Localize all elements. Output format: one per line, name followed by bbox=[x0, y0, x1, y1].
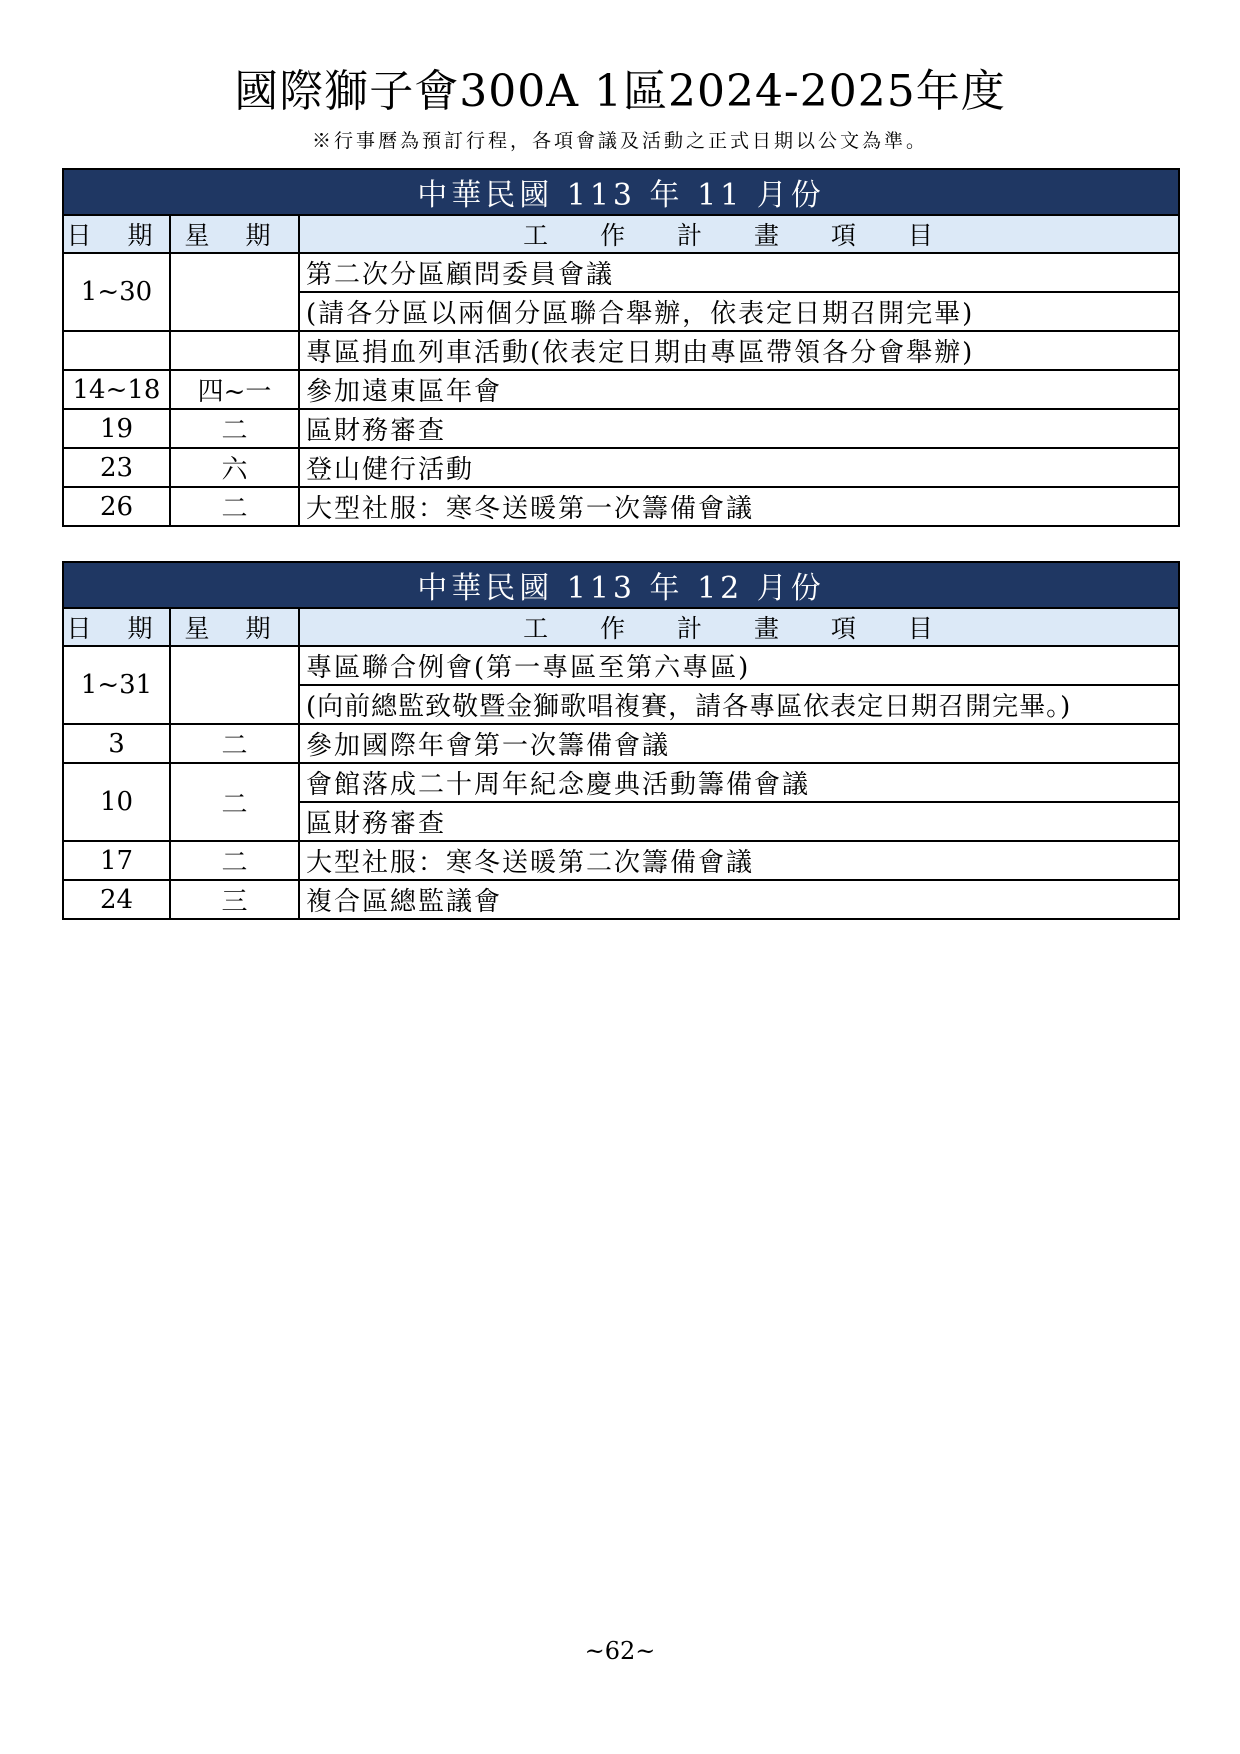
weekday-cell: 六 bbox=[170, 448, 299, 487]
item-column-header: 工 作 計 畫 項 目 bbox=[299, 215, 1179, 253]
item-cell: 大型社服：寒冬送暖第二次籌備會議 bbox=[299, 841, 1179, 880]
date-cell: 1~30 bbox=[63, 253, 170, 331]
item-cell: 參加國際年會第一次籌備會議 bbox=[299, 724, 1179, 763]
month-heading: 中華民國 113 年 11 月份 bbox=[63, 169, 1179, 215]
table-row bbox=[63, 646, 1179, 685]
table-row bbox=[63, 331, 1179, 370]
weekday-cell: 三 bbox=[170, 880, 299, 919]
item-column-header: 工 作 計 畫 項 目 bbox=[299, 608, 1179, 646]
weekday-cell: 二 bbox=[170, 763, 299, 841]
item-cell: 大型社服：寒冬送暖第一次籌備會議 bbox=[299, 487, 1179, 526]
item-cell: 複合區總監議會 bbox=[299, 880, 1179, 919]
weekday-cell bbox=[170, 331, 299, 370]
item-cell: 第二次分區顧問委員會議 bbox=[299, 253, 1179, 292]
date-column-header: 日 期 bbox=[63, 608, 170, 646]
item-cell: (請各分區以兩個分區聯合舉辦，依表定日期召開完畢) bbox=[299, 292, 1179, 331]
item-cell: 專區聯合例會(第一專區至第六專區) bbox=[299, 646, 1179, 685]
month-heading: 中華民國 113 年 12 月份 bbox=[63, 562, 1179, 608]
weekday-cell: 二 bbox=[170, 841, 299, 880]
table-row bbox=[63, 487, 1179, 526]
item-cell: 區財務審查 bbox=[299, 802, 1179, 841]
weekday-cell: 四~一 bbox=[170, 370, 299, 409]
december-schedule-table bbox=[62, 561, 1180, 920]
weekday-cell: 二 bbox=[170, 409, 299, 448]
date-cell: 14~18 bbox=[63, 370, 170, 409]
table-row bbox=[63, 880, 1179, 919]
date-column-header: 日 期 bbox=[63, 215, 170, 253]
date-cell: 24 bbox=[63, 880, 170, 919]
item-cell: (向前總監致敬暨金獅歌唱複賽，請各專區依表定日期召開完畢。) bbox=[299, 685, 1179, 724]
item-cell: 登山健行活動 bbox=[299, 448, 1179, 487]
weekday-cell bbox=[170, 646, 299, 724]
date-cell: 17 bbox=[63, 841, 170, 880]
page-title: 國際獅子會300A 1區2024-2025年度 bbox=[234, 66, 1006, 117]
page-number: ~62~ bbox=[584, 1637, 656, 1665]
date-cell: 23 bbox=[63, 448, 170, 487]
weekday-column-header: 星 期 bbox=[170, 215, 299, 253]
table-row bbox=[63, 370, 1179, 409]
november-schedule-table bbox=[62, 168, 1180, 527]
date-cell: 1~31 bbox=[63, 646, 170, 724]
date-cell: 3 bbox=[63, 724, 170, 763]
item-cell: 區財務審查 bbox=[299, 409, 1179, 448]
date-cell: 10 bbox=[63, 763, 170, 841]
item-cell: 會館落成二十周年紀念慶典活動籌備會議 bbox=[299, 763, 1179, 802]
table-row bbox=[63, 724, 1179, 763]
weekday-column-header: 星 期 bbox=[170, 608, 299, 646]
item-cell: 專區捐血列車活動(依表定日期由專區帶領各分會舉辦) bbox=[299, 331, 1179, 370]
date-cell: 26 bbox=[63, 487, 170, 526]
date-cell bbox=[63, 331, 170, 370]
table-row bbox=[63, 253, 1179, 292]
weekday-cell: 二 bbox=[170, 724, 299, 763]
weekday-cell bbox=[170, 253, 299, 331]
table-row bbox=[63, 409, 1179, 448]
item-cell: 參加遠東區年會 bbox=[299, 370, 1179, 409]
table-row bbox=[63, 841, 1179, 880]
schedule-note: ※行事曆為預訂行程，各項會議及活動之正式日期以公文為準。 bbox=[311, 130, 928, 152]
date-cell: 19 bbox=[63, 409, 170, 448]
weekday-cell: 二 bbox=[170, 487, 299, 526]
table-row bbox=[63, 763, 1179, 802]
table-row bbox=[63, 448, 1179, 487]
